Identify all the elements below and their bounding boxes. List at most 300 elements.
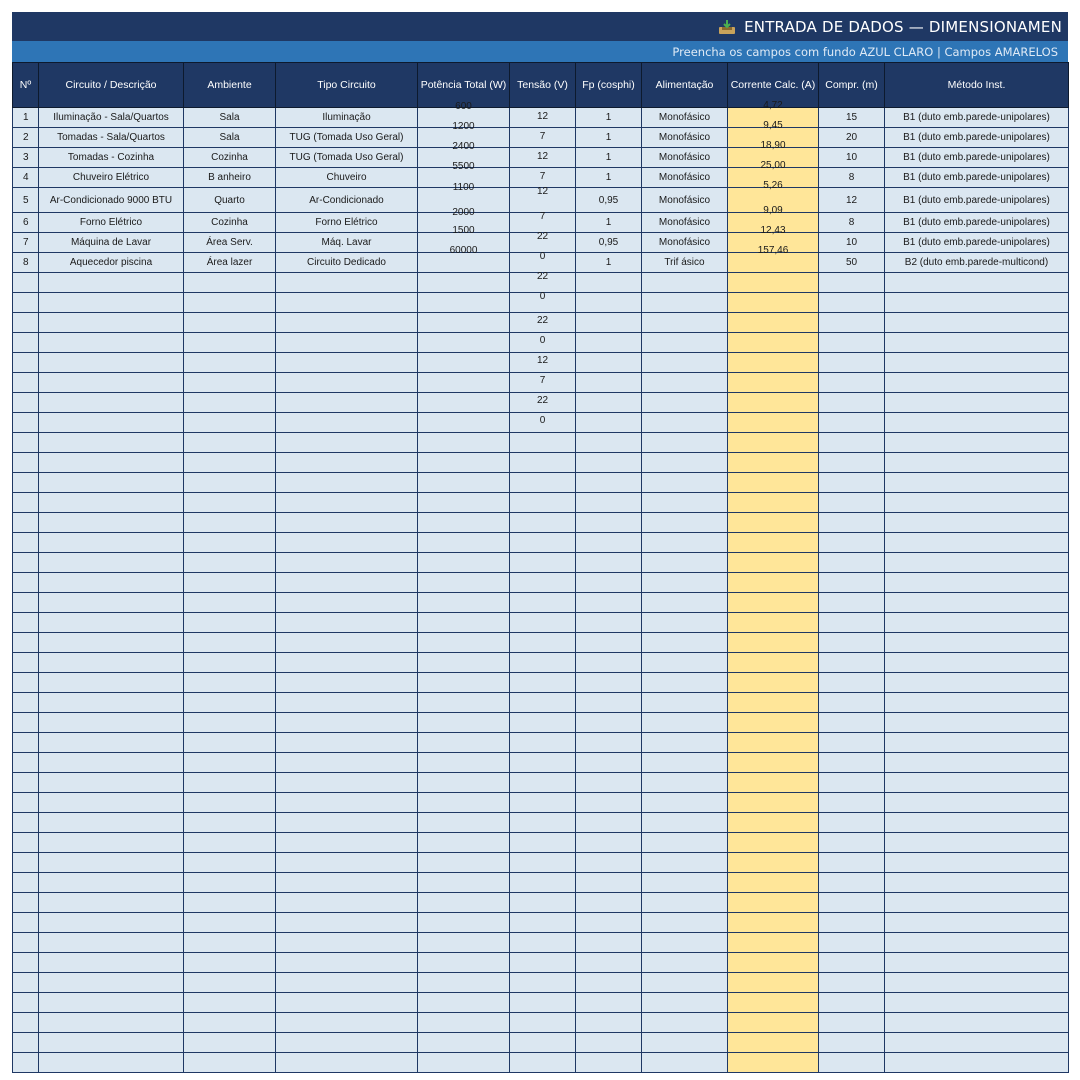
table-cell[interactable] xyxy=(276,353,418,373)
table-cell[interactable] xyxy=(885,293,1069,313)
table-cell[interactable] xyxy=(819,393,885,413)
table-cell[interactable] xyxy=(276,1033,418,1053)
table-cell[interactable] xyxy=(184,633,276,653)
table-cell[interactable] xyxy=(576,493,642,513)
table-cell[interactable] xyxy=(39,273,184,293)
table-cell[interactable] xyxy=(13,553,39,573)
table-cell[interactable] xyxy=(642,473,728,493)
table-cell[interactable] xyxy=(728,653,819,673)
table-cell[interactable] xyxy=(819,533,885,553)
table-cell[interactable]: 0,95 xyxy=(576,188,642,213)
table-cell[interactable] xyxy=(184,813,276,833)
table-cell[interactable] xyxy=(510,553,576,573)
table-cell[interactable] xyxy=(728,773,819,793)
table-cell[interactable] xyxy=(728,673,819,693)
table-cell[interactable] xyxy=(510,1053,576,1073)
table-cell[interactable] xyxy=(418,453,510,473)
table-cell[interactable] xyxy=(819,553,885,573)
table-cell[interactable] xyxy=(576,1053,642,1073)
table-cell[interactable] xyxy=(418,513,510,533)
table-cell[interactable] xyxy=(576,433,642,453)
table-cell[interactable] xyxy=(276,673,418,693)
table-cell[interactable] xyxy=(510,313,576,333)
table-cell[interactable]: 0,95 xyxy=(576,233,642,253)
table-cell[interactable] xyxy=(819,893,885,913)
table-cell[interactable] xyxy=(13,533,39,553)
table-cell[interactable] xyxy=(276,553,418,573)
table-cell[interactable] xyxy=(642,1053,728,1073)
table-cell[interactable] xyxy=(276,573,418,593)
table-cell[interactable] xyxy=(510,633,576,653)
table-cell[interactable] xyxy=(576,593,642,613)
table-cell[interactable] xyxy=(276,773,418,793)
table-cell[interactable] xyxy=(819,993,885,1013)
table-cell[interactable] xyxy=(510,273,576,293)
table-cell[interactable] xyxy=(184,573,276,593)
table-cell[interactable]: 12 xyxy=(819,188,885,213)
table-cell[interactable] xyxy=(885,1013,1069,1033)
table-cell[interactable] xyxy=(728,913,819,933)
table-cell[interactable] xyxy=(13,1033,39,1053)
table-cell[interactable] xyxy=(819,293,885,313)
table-cell[interactable] xyxy=(642,693,728,713)
table-cell[interactable] xyxy=(418,933,510,953)
table-cell[interactable] xyxy=(819,513,885,533)
table-cell[interactable] xyxy=(728,713,819,733)
table-cell[interactable]: 8 xyxy=(819,168,885,188)
table-cell[interactable] xyxy=(418,353,510,373)
table-cell[interactable] xyxy=(276,653,418,673)
table-cell[interactable] xyxy=(728,313,819,333)
table-cell[interactable] xyxy=(819,273,885,293)
table-cell[interactable] xyxy=(13,873,39,893)
table-cell[interactable] xyxy=(13,293,39,313)
table-cell[interactable] xyxy=(642,493,728,513)
table-cell[interactable] xyxy=(819,833,885,853)
table-cell[interactable]: Iluminação xyxy=(276,108,418,128)
table-cell[interactable] xyxy=(510,653,576,673)
table-cell[interactable] xyxy=(418,593,510,613)
table-cell[interactable] xyxy=(728,873,819,893)
table-cell[interactable] xyxy=(885,373,1069,393)
table-cell[interactable] xyxy=(819,633,885,653)
table-cell[interactable] xyxy=(276,1053,418,1073)
table-cell[interactable] xyxy=(510,393,576,413)
table-cell[interactable] xyxy=(184,793,276,813)
table-cell[interactable] xyxy=(728,613,819,633)
table-cell[interactable] xyxy=(642,633,728,653)
table-cell[interactable] xyxy=(642,793,728,813)
table-cell[interactable] xyxy=(819,773,885,793)
table-cell[interactable] xyxy=(576,513,642,533)
table-cell[interactable]: 10 xyxy=(819,233,885,253)
table-cell[interactable] xyxy=(576,313,642,333)
table-cell[interactable] xyxy=(13,693,39,713)
table-cell[interactable] xyxy=(39,1053,184,1073)
table-cell[interactable] xyxy=(13,893,39,913)
table-cell[interactable] xyxy=(728,953,819,973)
table-cell[interactable] xyxy=(576,633,642,653)
table-cell[interactable] xyxy=(510,453,576,473)
table-cell[interactable] xyxy=(885,473,1069,493)
table-cell[interactable] xyxy=(642,913,728,933)
table-cell[interactable] xyxy=(576,1033,642,1053)
table-cell[interactable] xyxy=(418,973,510,993)
table-cell[interactable] xyxy=(13,493,39,513)
table-cell[interactable] xyxy=(885,573,1069,593)
table-cell[interactable] xyxy=(885,713,1069,733)
table-cell[interactable]: Sala xyxy=(184,128,276,148)
table-cell[interactable] xyxy=(885,893,1069,913)
table-cell[interactable] xyxy=(576,1013,642,1033)
table-cell[interactable] xyxy=(39,573,184,593)
table-cell[interactable] xyxy=(184,553,276,573)
table-cell[interactable]: 1 xyxy=(576,148,642,168)
table-cell[interactable] xyxy=(13,1013,39,1033)
table-cell[interactable] xyxy=(39,493,184,513)
table-cell[interactable] xyxy=(510,873,576,893)
table-cell[interactable] xyxy=(39,313,184,333)
table-cell[interactable] xyxy=(728,553,819,573)
table-cell[interactable] xyxy=(13,833,39,853)
table-cell[interactable] xyxy=(276,833,418,853)
table-cell[interactable] xyxy=(819,473,885,493)
table-cell[interactable] xyxy=(576,473,642,493)
table-cell[interactable] xyxy=(885,833,1069,853)
table-cell[interactable] xyxy=(184,353,276,373)
table-cell[interactable] xyxy=(642,813,728,833)
table-cell[interactable] xyxy=(642,573,728,593)
table-cell[interactable] xyxy=(13,413,39,433)
table-cell[interactable] xyxy=(576,413,642,433)
table-cell[interactable] xyxy=(510,713,576,733)
table-cell[interactable] xyxy=(728,633,819,653)
table-cell[interactable] xyxy=(642,673,728,693)
table-cell[interactable] xyxy=(576,533,642,553)
table-cell[interactable]: 10 xyxy=(819,148,885,168)
table-cell[interactable] xyxy=(576,393,642,413)
table-cell[interactable] xyxy=(728,353,819,373)
table-cell[interactable] xyxy=(184,853,276,873)
table-cell[interactable] xyxy=(728,413,819,433)
table-cell[interactable] xyxy=(642,1033,728,1053)
table-cell[interactable] xyxy=(184,533,276,553)
table-cell[interactable] xyxy=(276,533,418,553)
table-cell[interactable] xyxy=(39,373,184,393)
table-cell[interactable]: Máquina de Lavar xyxy=(39,233,184,253)
table-cell[interactable] xyxy=(576,613,642,633)
table-cell[interactable] xyxy=(418,313,510,333)
table-cell[interactable]: Iluminação - Sala/Quartos xyxy=(39,108,184,128)
table-cell[interactable] xyxy=(39,913,184,933)
table-cell[interactable] xyxy=(510,833,576,853)
table-cell[interactable] xyxy=(885,313,1069,333)
table-cell[interactable] xyxy=(418,753,510,773)
table-cell[interactable] xyxy=(13,513,39,533)
table-cell[interactable] xyxy=(819,853,885,873)
table-cell[interactable] xyxy=(642,973,728,993)
table-cell[interactable] xyxy=(39,553,184,573)
table-cell[interactable] xyxy=(418,273,510,293)
table-cell[interactable] xyxy=(276,993,418,1013)
table-cell[interactable] xyxy=(276,693,418,713)
table-cell[interactable] xyxy=(13,973,39,993)
table-cell[interactable]: 1 xyxy=(576,168,642,188)
table-cell[interactable] xyxy=(642,713,728,733)
table-cell[interactable] xyxy=(819,973,885,993)
table-cell[interactable] xyxy=(576,833,642,853)
table-cell[interactable]: Monofásico xyxy=(642,168,728,188)
table-cell[interactable] xyxy=(642,273,728,293)
table-cell[interactable] xyxy=(885,633,1069,653)
table-cell[interactable] xyxy=(728,933,819,953)
table-cell[interactable] xyxy=(728,333,819,353)
table-cell[interactable] xyxy=(39,293,184,313)
table-cell[interactable] xyxy=(510,613,576,633)
table-cell[interactable]: 3 xyxy=(13,148,39,168)
table-cell[interactable]: Aquecedor piscina xyxy=(39,253,184,273)
table-cell[interactable] xyxy=(184,773,276,793)
table-cell[interactable] xyxy=(39,993,184,1013)
table-cell[interactable] xyxy=(728,1053,819,1073)
table-cell[interactable] xyxy=(885,333,1069,353)
table-cell[interactable] xyxy=(184,393,276,413)
table-cell[interactable] xyxy=(418,553,510,573)
table-cell[interactable] xyxy=(728,593,819,613)
table-cell[interactable]: 1 xyxy=(576,213,642,233)
table-cell[interactable]: B1 (duto emb.parede-unipolares) xyxy=(885,128,1069,148)
table-cell[interactable] xyxy=(885,793,1069,813)
table-cell[interactable]: Cozinha xyxy=(184,148,276,168)
table-cell[interactable] xyxy=(13,593,39,613)
table-cell[interactable] xyxy=(576,773,642,793)
table-cell[interactable] xyxy=(576,553,642,573)
table-cell[interactable] xyxy=(184,513,276,533)
table-cell[interactable] xyxy=(276,413,418,433)
table-cell[interactable]: B1 (duto emb.parede-unipolares) xyxy=(885,108,1069,128)
table-cell[interactable] xyxy=(418,813,510,833)
table-cell[interactable] xyxy=(39,393,184,413)
table-cell[interactable] xyxy=(510,233,576,253)
table-cell[interactable] xyxy=(576,933,642,953)
table-cell[interactable] xyxy=(510,188,576,213)
table-cell[interactable] xyxy=(885,433,1069,453)
table-cell[interactable] xyxy=(39,733,184,753)
table-cell[interactable] xyxy=(885,493,1069,513)
table-cell[interactable] xyxy=(13,373,39,393)
table-cell[interactable] xyxy=(184,833,276,853)
table-cell[interactable]: 1 xyxy=(13,108,39,128)
table-cell[interactable] xyxy=(39,933,184,953)
table-cell[interactable] xyxy=(39,453,184,473)
table-cell[interactable] xyxy=(642,393,728,413)
table-cell[interactable] xyxy=(510,493,576,513)
table-cell[interactable] xyxy=(276,593,418,613)
table-cell[interactable] xyxy=(418,573,510,593)
table-cell[interactable] xyxy=(184,653,276,673)
table-cell[interactable] xyxy=(728,245,819,273)
table-cell[interactable] xyxy=(276,433,418,453)
table-cell[interactable]: 15 xyxy=(819,108,885,128)
table-cell[interactable] xyxy=(510,693,576,713)
table-cell[interactable] xyxy=(819,613,885,633)
table-cell[interactable] xyxy=(510,533,576,553)
table-cell[interactable]: Monofásico xyxy=(642,213,728,233)
table-cell[interactable] xyxy=(39,773,184,793)
table-cell[interactable] xyxy=(13,773,39,793)
table-cell[interactable] xyxy=(184,473,276,493)
table-cell[interactable] xyxy=(885,813,1069,833)
table-cell[interactable]: Monofásico xyxy=(642,233,728,253)
table-cell[interactable] xyxy=(642,313,728,333)
table-cell[interactable] xyxy=(819,1053,885,1073)
table-cell[interactable] xyxy=(642,1013,728,1033)
table-cell[interactable] xyxy=(184,713,276,733)
table-cell[interactable] xyxy=(39,893,184,913)
table-cell[interactable] xyxy=(418,733,510,753)
table-cell[interactable]: B1 (duto emb.parede-unipolares) xyxy=(885,213,1069,233)
table-cell[interactable] xyxy=(642,593,728,613)
table-cell[interactable] xyxy=(819,453,885,473)
table-cell[interactable] xyxy=(13,813,39,833)
table-cell[interactable]: Chuveiro xyxy=(276,168,418,188)
table-cell[interactable] xyxy=(39,593,184,613)
table-cell[interactable] xyxy=(576,913,642,933)
table-cell[interactable] xyxy=(184,373,276,393)
table-cell[interactable] xyxy=(184,1033,276,1053)
table-cell[interactable] xyxy=(642,553,728,573)
table-cell[interactable]: Circuito Dedicado xyxy=(276,253,418,273)
table-cell[interactable] xyxy=(885,533,1069,553)
table-cell[interactable] xyxy=(576,733,642,753)
table-cell[interactable] xyxy=(13,993,39,1013)
table-cell[interactable] xyxy=(276,973,418,993)
table-cell[interactable] xyxy=(39,793,184,813)
table-cell[interactable] xyxy=(184,333,276,353)
table-cell[interactable] xyxy=(510,353,576,373)
table-cell[interactable] xyxy=(819,913,885,933)
table-cell[interactable] xyxy=(184,873,276,893)
table-cell[interactable] xyxy=(510,933,576,953)
table-cell[interactable] xyxy=(642,733,728,753)
table-cell[interactable] xyxy=(885,993,1069,1013)
table-cell[interactable]: Quarto xyxy=(184,188,276,213)
table-cell[interactable] xyxy=(885,393,1069,413)
table-cell[interactable] xyxy=(885,973,1069,993)
table-cell[interactable] xyxy=(510,813,576,833)
table-cell[interactable] xyxy=(184,993,276,1013)
table-cell[interactable] xyxy=(728,1013,819,1033)
table-cell[interactable] xyxy=(885,853,1069,873)
table-cell[interactable] xyxy=(418,433,510,453)
table-cell[interactable] xyxy=(276,1013,418,1033)
table-cell[interactable] xyxy=(819,873,885,893)
table-cell[interactable] xyxy=(510,593,576,613)
table-cell[interactable] xyxy=(276,273,418,293)
table-cell[interactable] xyxy=(576,793,642,813)
table-cell[interactable]: 2 xyxy=(13,128,39,148)
table-cell[interactable] xyxy=(13,313,39,333)
table-cell[interactable] xyxy=(39,853,184,873)
table-cell[interactable] xyxy=(418,713,510,733)
table-cell[interactable] xyxy=(576,293,642,313)
table-cell[interactable] xyxy=(13,273,39,293)
table-cell[interactable] xyxy=(276,813,418,833)
table-cell[interactable] xyxy=(510,993,576,1013)
table-cell[interactable]: Forno Elétrico xyxy=(39,213,184,233)
table-cell[interactable] xyxy=(576,813,642,833)
table-cell[interactable] xyxy=(13,733,39,753)
table-cell[interactable] xyxy=(885,733,1069,753)
table-cell[interactable] xyxy=(418,413,510,433)
table-cell[interactable] xyxy=(184,973,276,993)
table-cell[interactable]: 50 xyxy=(819,253,885,273)
table-cell[interactable] xyxy=(39,673,184,693)
table-cell[interactable] xyxy=(276,753,418,773)
table-cell[interactable] xyxy=(885,353,1069,373)
table-cell[interactable]: B1 (duto emb.parede-unipolares) xyxy=(885,233,1069,253)
table-cell[interactable] xyxy=(276,513,418,533)
table-cell[interactable] xyxy=(885,753,1069,773)
table-cell[interactable] xyxy=(576,993,642,1013)
table-cell[interactable] xyxy=(510,128,576,148)
table-cell[interactable] xyxy=(184,313,276,333)
table-cell[interactable]: Ar-Condicionado 9000 BTU xyxy=(39,188,184,213)
table-cell[interactable]: Monofásico xyxy=(642,188,728,213)
table-cell[interactable] xyxy=(510,753,576,773)
table-cell[interactable] xyxy=(510,893,576,913)
table-cell[interactable] xyxy=(510,293,576,313)
table-cell[interactable] xyxy=(39,413,184,433)
table-cell[interactable] xyxy=(576,453,642,473)
table-cell[interactable] xyxy=(510,1033,576,1053)
table-cell[interactable] xyxy=(642,953,728,973)
table-cell[interactable] xyxy=(642,373,728,393)
table-cell[interactable] xyxy=(39,433,184,453)
table-cell[interactable] xyxy=(510,573,576,593)
table-cell[interactable] xyxy=(728,853,819,873)
table-cell[interactable]: 5 xyxy=(13,188,39,213)
table-cell[interactable] xyxy=(819,313,885,333)
table-cell[interactable] xyxy=(819,953,885,973)
table-cell[interactable] xyxy=(418,613,510,633)
table-cell[interactable] xyxy=(276,453,418,473)
table-cell[interactable] xyxy=(39,633,184,653)
table-cell[interactable] xyxy=(728,753,819,773)
table-cell[interactable] xyxy=(819,353,885,373)
table-cell[interactable] xyxy=(728,493,819,513)
table-cell[interactable] xyxy=(642,333,728,353)
table-cell[interactable] xyxy=(13,953,39,973)
table-cell[interactable] xyxy=(819,593,885,613)
table-cell[interactable] xyxy=(885,873,1069,893)
table-cell[interactable] xyxy=(576,273,642,293)
table-cell[interactable] xyxy=(13,1053,39,1073)
table-cell[interactable] xyxy=(728,533,819,553)
table-cell[interactable] xyxy=(728,893,819,913)
table-cell[interactable] xyxy=(418,333,510,353)
table-cell[interactable] xyxy=(276,613,418,633)
table-cell[interactable] xyxy=(276,713,418,733)
table-cell[interactable] xyxy=(276,293,418,313)
table-cell[interactable]: 1 xyxy=(576,128,642,148)
table-cell[interactable] xyxy=(510,853,576,873)
table-cell[interactable] xyxy=(13,673,39,693)
table-cell[interactable] xyxy=(510,108,576,128)
table-cell[interactable] xyxy=(819,433,885,453)
table-cell[interactable]: B2 (duto emb.parede-multicond) xyxy=(885,253,1069,273)
table-cell[interactable] xyxy=(642,433,728,453)
